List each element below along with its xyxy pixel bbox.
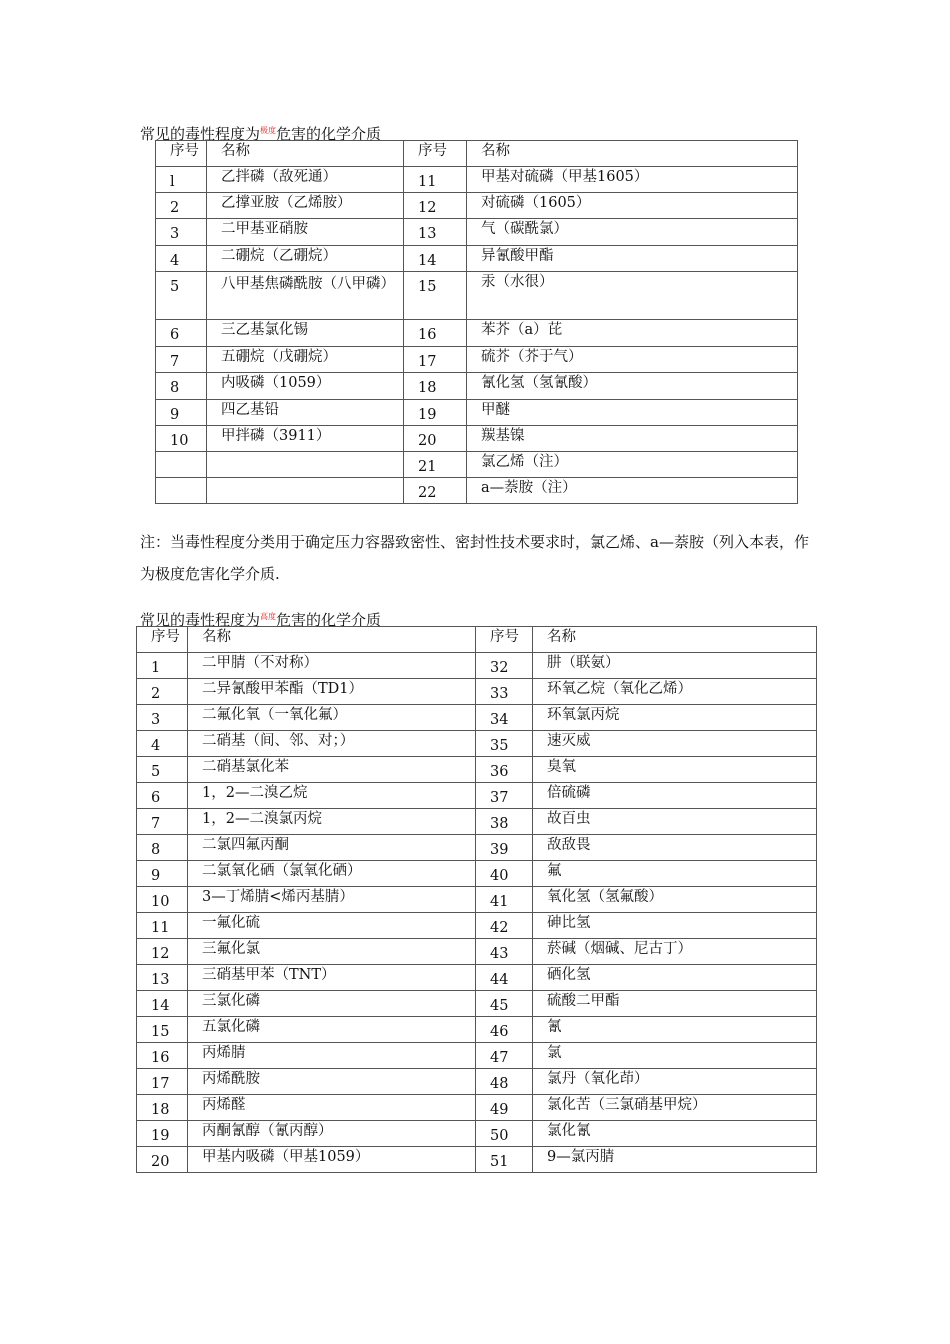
substance-name-cell: 二异氰酸甲苯酯（TD1） bbox=[188, 679, 476, 705]
serial-number-cell: 6 bbox=[137, 783, 188, 809]
table-row bbox=[137, 1147, 817, 1173]
substance-name-cell: 汞（水很） bbox=[467, 272, 798, 320]
serial-number-cell: 18 bbox=[404, 373, 467, 400]
column-header: 名称 bbox=[467, 141, 798, 167]
serial-number-cell: 12 bbox=[404, 193, 467, 219]
table-row bbox=[156, 426, 798, 452]
table-row bbox=[156, 400, 798, 426]
serial-number-cell: 32 bbox=[476, 653, 533, 679]
substance-name-cell: 对硫磷（1605） bbox=[467, 193, 798, 219]
column-header: 序号 bbox=[476, 627, 533, 653]
substance-name-cell: 硒化氢 bbox=[533, 965, 817, 991]
serial-number-cell: 9 bbox=[156, 400, 207, 426]
serial-number-cell: 19 bbox=[404, 400, 467, 426]
serial-number-cell: 38 bbox=[476, 809, 533, 835]
substance-name-cell: 氯化苦（三氯硝基甲烷） bbox=[533, 1095, 817, 1121]
substance-name-cell: 砷比氢 bbox=[533, 913, 817, 939]
table-row bbox=[137, 783, 817, 809]
substance-name-cell: 四乙基铅 bbox=[207, 400, 404, 426]
substance-name-cell: 二氯四氟丙酮 bbox=[188, 835, 476, 861]
serial-number-cell: 8 bbox=[156, 373, 207, 400]
extreme-hazard-table bbox=[155, 140, 798, 504]
table2-caption-before: 常见的毒性程度为 bbox=[140, 611, 261, 629]
column-header: 名称 bbox=[188, 627, 476, 653]
serial-number-cell: 50 bbox=[476, 1121, 533, 1147]
table-row bbox=[137, 991, 817, 1017]
substance-name-cell: 甲醚 bbox=[467, 400, 798, 426]
substance-name-cell: 三乙基氯化锡 bbox=[207, 320, 404, 347]
table-row bbox=[156, 478, 798, 504]
substance-name-cell: 硫酸二甲酯 bbox=[533, 991, 817, 1017]
substance-name-cell: 三氯化磷 bbox=[188, 991, 476, 1017]
serial-number-cell: 43 bbox=[476, 939, 533, 965]
substance-name-cell: 故百虫 bbox=[533, 809, 817, 835]
serial-number-cell: 14 bbox=[137, 991, 188, 1017]
substance-name-cell: 苯芥（a）芘 bbox=[467, 320, 798, 347]
column-header: 名称 bbox=[533, 627, 817, 653]
serial-number-cell: 41 bbox=[476, 887, 533, 913]
serial-number-cell: 45 bbox=[476, 991, 533, 1017]
substance-name-cell: 敌敌畏 bbox=[533, 835, 817, 861]
substance-name-cell: 丙烯酰胺 bbox=[188, 1069, 476, 1095]
table-header-row bbox=[156, 141, 798, 167]
table2-caption-mark: 高度 bbox=[260, 612, 277, 621]
serial-number-cell: 13 bbox=[404, 219, 467, 246]
substance-name-cell: 氰化氢（氢氰酸） bbox=[467, 373, 798, 400]
table1-caption-before: 常见的毒性程度为 bbox=[140, 125, 261, 143]
serial-number-cell: 22 bbox=[404, 478, 467, 504]
serial-number-cell: 5 bbox=[156, 272, 207, 320]
serial-number-cell: 11 bbox=[404, 167, 467, 193]
table-row bbox=[156, 320, 798, 347]
substance-name-cell: 甲基对硫磷（甲基1605） bbox=[467, 167, 798, 193]
serial-number-cell: 12 bbox=[137, 939, 188, 965]
table-row bbox=[137, 1069, 817, 1095]
serial-number-cell: 44 bbox=[476, 965, 533, 991]
serial-number-cell: 37 bbox=[476, 783, 533, 809]
serial-number-cell: 7 bbox=[156, 347, 207, 373]
substance-name-cell: 丙酮氰醇（氰丙醇） bbox=[188, 1121, 476, 1147]
serial-number-cell: 10 bbox=[137, 887, 188, 913]
high-hazard-table-body bbox=[137, 627, 817, 1173]
substance-name-cell: 肼（联氨） bbox=[533, 653, 817, 679]
serial-number-cell: 17 bbox=[137, 1069, 188, 1095]
extreme-hazard-table-body bbox=[156, 141, 798, 504]
substance-name-cell: 三硝基甲苯（TNT） bbox=[188, 965, 476, 991]
substance-name-cell: 一氟化硫 bbox=[188, 913, 476, 939]
table-row bbox=[137, 835, 817, 861]
serial-number-cell: 3 bbox=[137, 705, 188, 731]
table-row bbox=[156, 219, 798, 246]
substance-name-cell: 倍硫磷 bbox=[533, 783, 817, 809]
column-header: 序号 bbox=[156, 141, 207, 167]
serial-number-cell: 40 bbox=[476, 861, 533, 887]
table-row bbox=[156, 347, 798, 373]
table-row bbox=[137, 1017, 817, 1043]
substance-name-cell: 1，2—二溴乙烷 bbox=[188, 783, 476, 809]
table-row bbox=[137, 861, 817, 887]
serial-number-cell: 7 bbox=[137, 809, 188, 835]
table-row bbox=[137, 809, 817, 835]
serial-number-cell: 11 bbox=[137, 913, 188, 939]
substance-name-cell: 丙烯腈 bbox=[188, 1043, 476, 1069]
substance-name-cell: 乙撑亚胺（乙烯胺） bbox=[207, 193, 404, 219]
substance-name-cell: 八甲基焦磷酰胺（八甲磷） bbox=[207, 272, 404, 320]
substance-name-cell: a—萘胺（注） bbox=[467, 478, 798, 504]
substance-name-cell: 氯 bbox=[533, 1043, 817, 1069]
serial-number-cell: 35 bbox=[476, 731, 533, 757]
table-row bbox=[137, 1121, 817, 1147]
serial-number-cell: 46 bbox=[476, 1017, 533, 1043]
serial-number-cell: 21 bbox=[404, 452, 467, 478]
substance-name-cell: 9—氯丙腈 bbox=[533, 1147, 817, 1173]
serial-number-cell: 4 bbox=[137, 731, 188, 757]
substance-name-cell: 二硝基（间、邻、对；） bbox=[188, 731, 476, 757]
substance-name-cell bbox=[207, 478, 404, 504]
serial-number-cell: 16 bbox=[137, 1043, 188, 1069]
serial-number-cell: 4 bbox=[156, 246, 207, 272]
serial-number-cell: 10 bbox=[156, 426, 207, 452]
serial-number-cell: 42 bbox=[476, 913, 533, 939]
table-row bbox=[156, 272, 798, 320]
serial-number-cell: 36 bbox=[476, 757, 533, 783]
footnote: 注：当毒性程度分类用于确定压力容器致密性、密封性技术要求时，氯乙烯、a—萘胺（列入本表，作为极度危害化学介质. bbox=[140, 533, 809, 583]
table-row bbox=[137, 653, 817, 679]
table-row bbox=[137, 679, 817, 705]
serial-number-cell: 14 bbox=[404, 246, 467, 272]
serial-number-cell: 19 bbox=[137, 1121, 188, 1147]
substance-name-cell: 二硝基氯化苯 bbox=[188, 757, 476, 783]
table-row bbox=[137, 913, 817, 939]
table-row bbox=[137, 731, 817, 757]
serial-number-cell: 2 bbox=[156, 193, 207, 219]
table-row bbox=[137, 939, 817, 965]
substance-name-cell: 氟 bbox=[533, 861, 817, 887]
serial-number-cell bbox=[156, 452, 207, 478]
column-header: 名称 bbox=[207, 141, 404, 167]
serial-number-cell: 16 bbox=[404, 320, 467, 347]
substance-name-cell: 氰 bbox=[533, 1017, 817, 1043]
serial-number-cell: 2 bbox=[137, 679, 188, 705]
substance-name-cell: 五硼烷（戊硼烷） bbox=[207, 347, 404, 373]
substance-name-cell: 菸碱（烟碱、尼古丁） bbox=[533, 939, 817, 965]
substance-name-cell: 环氧乙烷（氧化乙烯） bbox=[533, 679, 817, 705]
table-row bbox=[137, 887, 817, 913]
serial-number-cell: 39 bbox=[476, 835, 533, 861]
serial-number-cell: 1 bbox=[137, 653, 188, 679]
substance-name-cell: 五氯化磷 bbox=[188, 1017, 476, 1043]
table-row bbox=[156, 193, 798, 219]
serial-number-cell: 6 bbox=[156, 320, 207, 347]
table-row bbox=[156, 246, 798, 272]
serial-number-cell: 5 bbox=[137, 757, 188, 783]
substance-name-cell: 三氟化氯 bbox=[188, 939, 476, 965]
serial-number-cell: 9 bbox=[137, 861, 188, 887]
serial-number-cell: 33 bbox=[476, 679, 533, 705]
substance-name-cell: 内吸磷（1059） bbox=[207, 373, 404, 400]
substance-name-cell: 氯化氰 bbox=[533, 1121, 817, 1147]
table1-caption-after: 危害的化学介质 bbox=[276, 125, 382, 143]
substance-name-cell: 3—丁烯腈<烯丙基腈） bbox=[188, 887, 476, 913]
substance-name-cell: 异氰酸甲酯 bbox=[467, 246, 798, 272]
substance-name-cell: 羰基镍 bbox=[467, 426, 798, 452]
serial-number-cell: 3 bbox=[156, 219, 207, 246]
substance-name-cell: 二氯氧化硒（氯氧化硒） bbox=[188, 861, 476, 887]
serial-number-cell: 49 bbox=[476, 1095, 533, 1121]
serial-number-cell: 15 bbox=[137, 1017, 188, 1043]
substance-name-cell: 1，2—二溴氯丙烷 bbox=[188, 809, 476, 835]
table-row bbox=[156, 167, 798, 193]
table1-caption-mark: 极度 bbox=[260, 126, 277, 135]
serial-number-cell: 17 bbox=[404, 347, 467, 373]
substance-name-cell: 二硼烷（乙硼烷） bbox=[207, 246, 404, 272]
table-row bbox=[137, 757, 817, 783]
table-row bbox=[156, 452, 798, 478]
serial-number-cell: 15 bbox=[404, 272, 467, 320]
substance-name-cell: 环氧氯丙烷 bbox=[533, 705, 817, 731]
substance-name-cell: 二甲腈（不对称） bbox=[188, 653, 476, 679]
substance-name-cell: 二甲基亚硝胺 bbox=[207, 219, 404, 246]
serial-number-cell: 47 bbox=[476, 1043, 533, 1069]
substance-name-cell bbox=[207, 452, 404, 478]
serial-number-cell bbox=[156, 478, 207, 504]
table2-caption-after: 危害的化学介质 bbox=[276, 611, 382, 629]
column-header: 序号 bbox=[137, 627, 188, 653]
substance-name-cell: 速灭威 bbox=[533, 731, 817, 757]
substance-name-cell: 二氟化氧（一氧化氟） bbox=[188, 705, 476, 731]
table-row bbox=[156, 373, 798, 400]
high-hazard-table bbox=[136, 626, 817, 1173]
substance-name-cell: 氯丹（氧化茚） bbox=[533, 1069, 817, 1095]
table-header-row bbox=[137, 627, 817, 653]
table-row bbox=[137, 965, 817, 991]
substance-name-cell: 臭氧 bbox=[533, 757, 817, 783]
substance-name-cell: 气（碳酰氯） bbox=[467, 219, 798, 246]
serial-number-cell: 8 bbox=[137, 835, 188, 861]
serial-number-cell: 20 bbox=[137, 1147, 188, 1173]
substance-name-cell: 甲基内吸磷（甲基1059） bbox=[188, 1147, 476, 1173]
table-row bbox=[137, 1095, 817, 1121]
serial-number-cell: l bbox=[156, 167, 207, 193]
serial-number-cell: 20 bbox=[404, 426, 467, 452]
substance-name-cell: 硫芥（芥于气） bbox=[467, 347, 798, 373]
table-row bbox=[137, 705, 817, 731]
substance-name-cell: 甲拌磷（3911） bbox=[207, 426, 404, 452]
serial-number-cell: 18 bbox=[137, 1095, 188, 1121]
serial-number-cell: 48 bbox=[476, 1069, 533, 1095]
serial-number-cell: 34 bbox=[476, 705, 533, 731]
table-row bbox=[137, 1043, 817, 1069]
substance-name-cell: 氯乙烯（注） bbox=[467, 452, 798, 478]
substance-name-cell: 乙拌磷（敌死通） bbox=[207, 167, 404, 193]
serial-number-cell: 51 bbox=[476, 1147, 533, 1173]
substance-name-cell: 氧化氢（氢氟酸） bbox=[533, 887, 817, 913]
serial-number-cell: 13 bbox=[137, 965, 188, 991]
substance-name-cell: 丙烯醛 bbox=[188, 1095, 476, 1121]
column-header: 序号 bbox=[404, 141, 467, 167]
